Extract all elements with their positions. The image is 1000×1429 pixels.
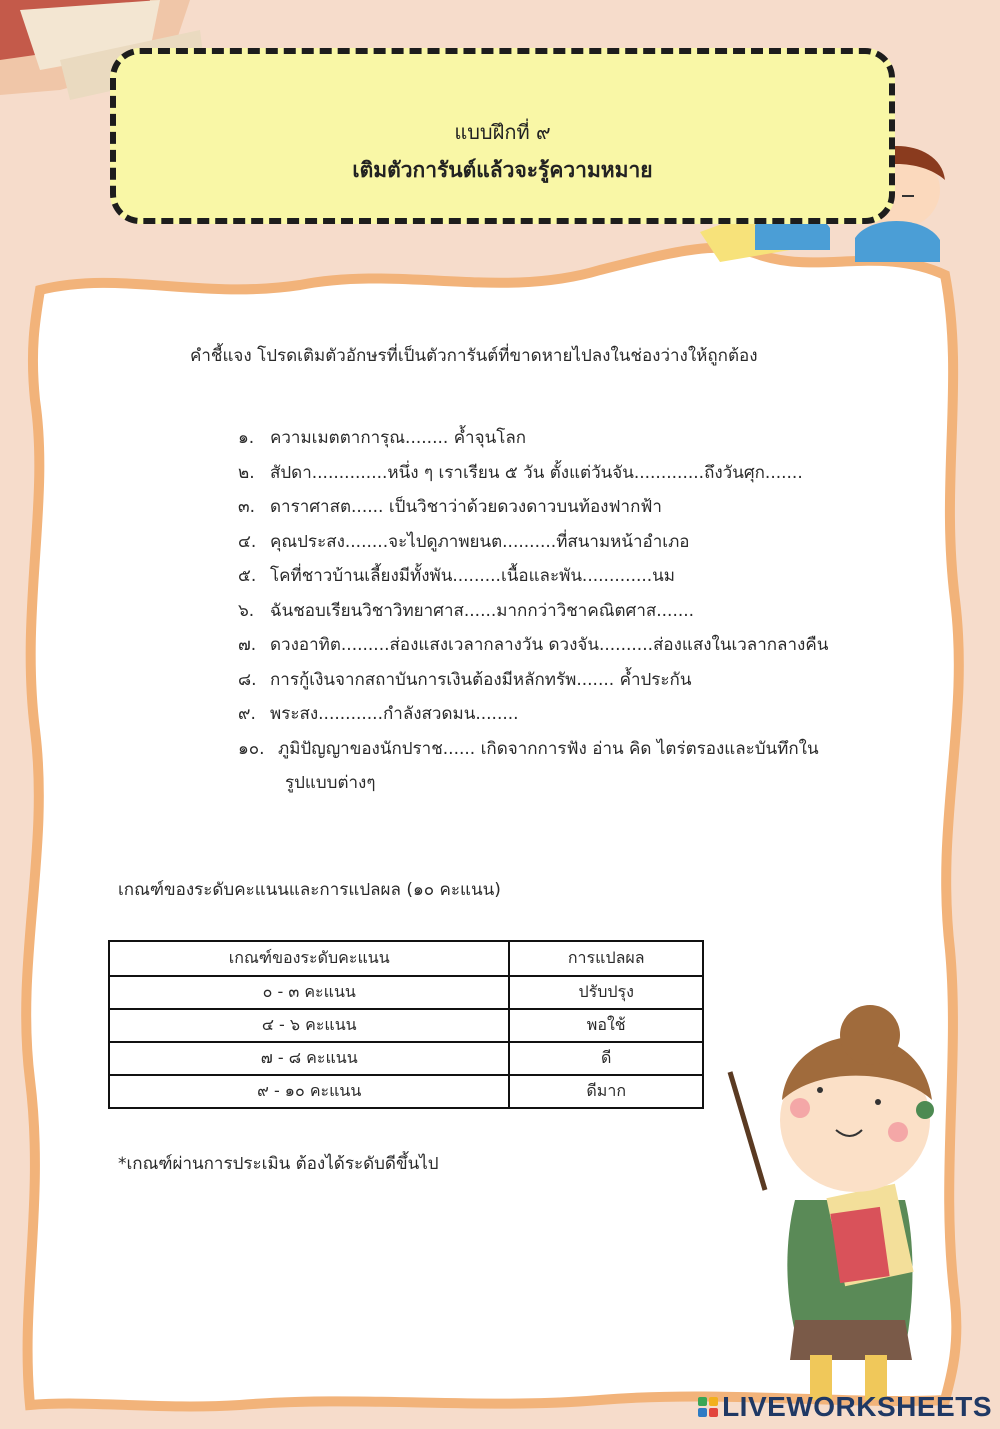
item-text: ความเมตตาการุณ........ ค้ำจุนโลก (270, 428, 527, 448)
column-header: เกณฑ์ของระดับคะแนน (109, 941, 509, 976)
item-text: การกู้เงินจากสถาบันการเงินต้องมีหลักทรัพ....... ค้ำประกัน (270, 669, 692, 690)
list-item (238, 668, 828, 703)
item-number: ๙. (238, 704, 256, 724)
item-text: โคที่ชาวบ้านเลี้ยงมีทั้งพัน.........เนื้อและพัน.............นม (270, 566, 676, 586)
table-cell: ๗ - ๘ คะแนน (109, 1042, 509, 1075)
list-item (238, 702, 828, 737)
table-header-row (109, 941, 703, 976)
table-row (109, 1042, 703, 1075)
table-cell: ๔ - ๖ คะแนน (109, 1009, 509, 1042)
list-item (238, 599, 828, 634)
item-text: ภูมิปัญญาของนักปราช...... เกิดจากการฟัง อ่าน คิด ไตร่ตรองและบันทึกใน (278, 738, 819, 759)
table-cell: ดี (509, 1042, 703, 1075)
exercise-list (238, 426, 829, 793)
table-cell: ๙ - ๑๐ คะแนน (109, 1075, 509, 1108)
pass-criteria-note: *เกณฑ์ผ่านการประเมิน ต้องได้ระดับดีขึ้นไป (118, 1154, 439, 1174)
item-number: ๘. (238, 669, 257, 690)
item-number: ๓. (238, 497, 256, 517)
item-number: ๗. (238, 635, 257, 655)
exercise-title: แบบฝึกที่ ๙ (454, 120, 551, 144)
list-item (238, 737, 828, 793)
table-row (109, 1009, 703, 1042)
table-row (109, 1075, 703, 1108)
table-cell: ๐ - ๓ คะแนน (109, 976, 509, 1009)
item-text: พระสง............กำลังสวดมน........ (270, 704, 519, 724)
item-number: ๖. (238, 600, 255, 621)
list-item (238, 564, 828, 599)
item-number: ๕. (238, 566, 257, 586)
item-number: ๒. (238, 462, 255, 483)
list-item (238, 495, 828, 530)
item-number: ๑๐. (238, 738, 265, 759)
item-text: ดวงอาทิต.........ส่องแสงเวลากลางวัน ดวงจัน..........ส่องแสงในเวลากลางคืน (270, 635, 829, 655)
item-number: ๑. (238, 428, 255, 448)
item-text: คุณประสง........จะไปดูภาพยนต..........ที่สนามหน้าอำเภอ (270, 531, 690, 552)
list-item (238, 530, 828, 565)
item-text: สัปดา..............หนึ่ง ๆ เราเรียน ๕ วัน ตั้งแต่วันจัน.............ถึงวันศุก....... (270, 462, 803, 483)
liveworksheets-watermark (698, 1391, 992, 1423)
list-item (238, 461, 828, 496)
item-number: ๔. (238, 531, 257, 552)
list-item (238, 426, 828, 461)
score-table (108, 940, 704, 1109)
table-row (109, 976, 703, 1009)
exercise-subtitle: เติมตัวการันต์แล้วจะรู้ความหมาย (352, 158, 653, 182)
table-cell: ปรับปรุง (509, 976, 703, 1009)
liveworksheets-logo-icon (698, 1397, 718, 1417)
criteria-heading: เกณฑ์ของระดับคะแนนและการแปลผล (๑๐ คะแนน) (118, 880, 501, 900)
title-box (110, 48, 895, 224)
column-header: การแปลผล (509, 941, 703, 976)
table-cell: ดีมาก (509, 1075, 703, 1108)
instruction-text: คำชี้แจง โปรดเติมตัวอักษรที่เป็นตัวการันต์ที่ขาดหายไปลงในช่องว่างให้ถูกต้อง (190, 346, 758, 366)
list-item (238, 633, 828, 668)
watermark-text: LIVEWORKSHEETS (722, 1391, 992, 1422)
item-text: ฉันชอบเรียนวิชาวิทยาศาส......มากกว่าวิชาคณิตศาส....... (270, 600, 695, 621)
table-cell: พอใช้ (509, 1009, 703, 1042)
item-text: ดาราศาสต...... เป็นวิชาว่าด้วยดวงดาวบนท้องฟากฟ้า (270, 497, 662, 517)
item-text-continued: รูปแบบต่างๆ (285, 772, 376, 793)
